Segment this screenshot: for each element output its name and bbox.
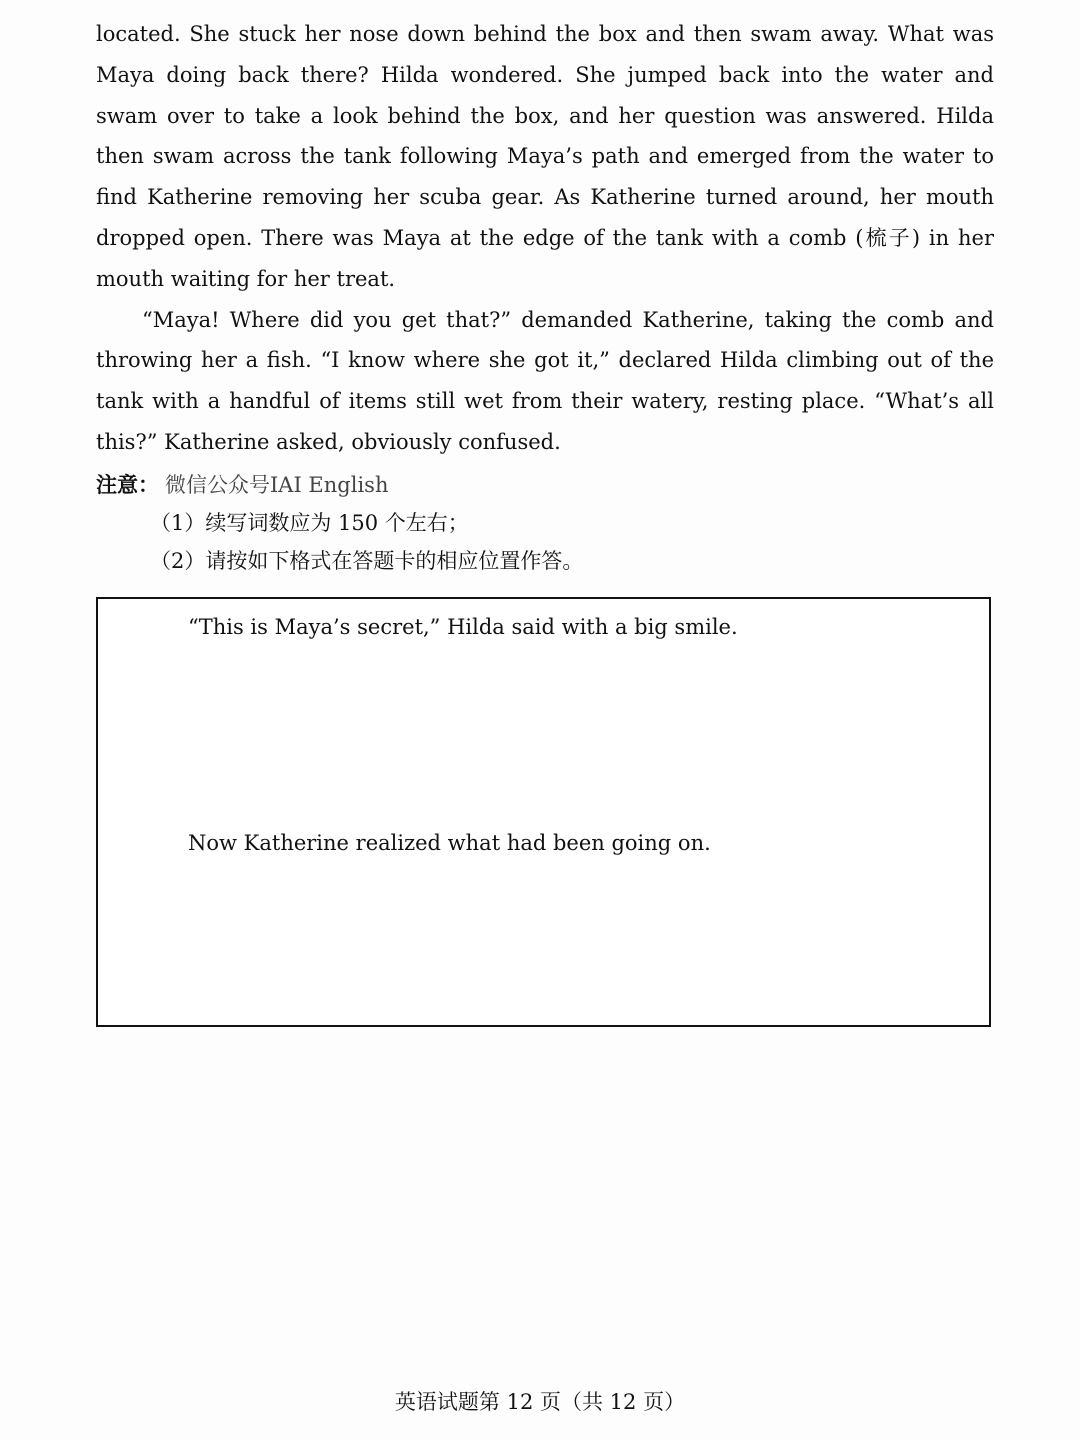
note-label: 注意：: [96, 472, 159, 497]
story-passage: [96, 14, 994, 463]
passage-paragraph-1: located. She stuck her nose down behind the box and then swam away. What was Maya doing back there? Hilda wondered. She jumped back into the water and swam over to take a look behind the box, and her question was answered. Hilda then swam across the tank following Maya’s path and emerged from the water to find Katherine removing her scuba gear. As Katherine turned around, her mouth dropped open. There was Maya at the edge of the tank with a comb (梳子) in her mouth waiting for her treat.: [96, 22, 994, 291]
watermark-text: 微信公众号IAI English: [165, 473, 389, 497]
note-heading: [96, 466, 994, 504]
note-item-word-count: （1）续写词数应为 150 个左右；: [150, 511, 469, 535]
answer-box: [96, 597, 991, 1027]
page-footer: 英语试题第 12 页（共 12 页）: [394, 1390, 686, 1414]
second-paragraph-opening: Now Katherine realized what had been going on.: [188, 831, 711, 855]
note-item-format: （2）请按如下格式在答题卡的相应位置作答。: [150, 549, 584, 573]
passage-paragraph-2: “Maya! Where did you get that?” demanded Katherine, taking the comb and throwing her a fish. “I know where she got it,” declared Hilda climbing out of the tank with a handful of items still wet from their watery, resting place. “What’s all this?” Katherine asked, obviously confused.: [96, 307, 994, 454]
instructions-note: [96, 466, 994, 580]
opening-sentence: “This is Maya’s secret,” Hilda said with a big smile.: [188, 615, 738, 639]
